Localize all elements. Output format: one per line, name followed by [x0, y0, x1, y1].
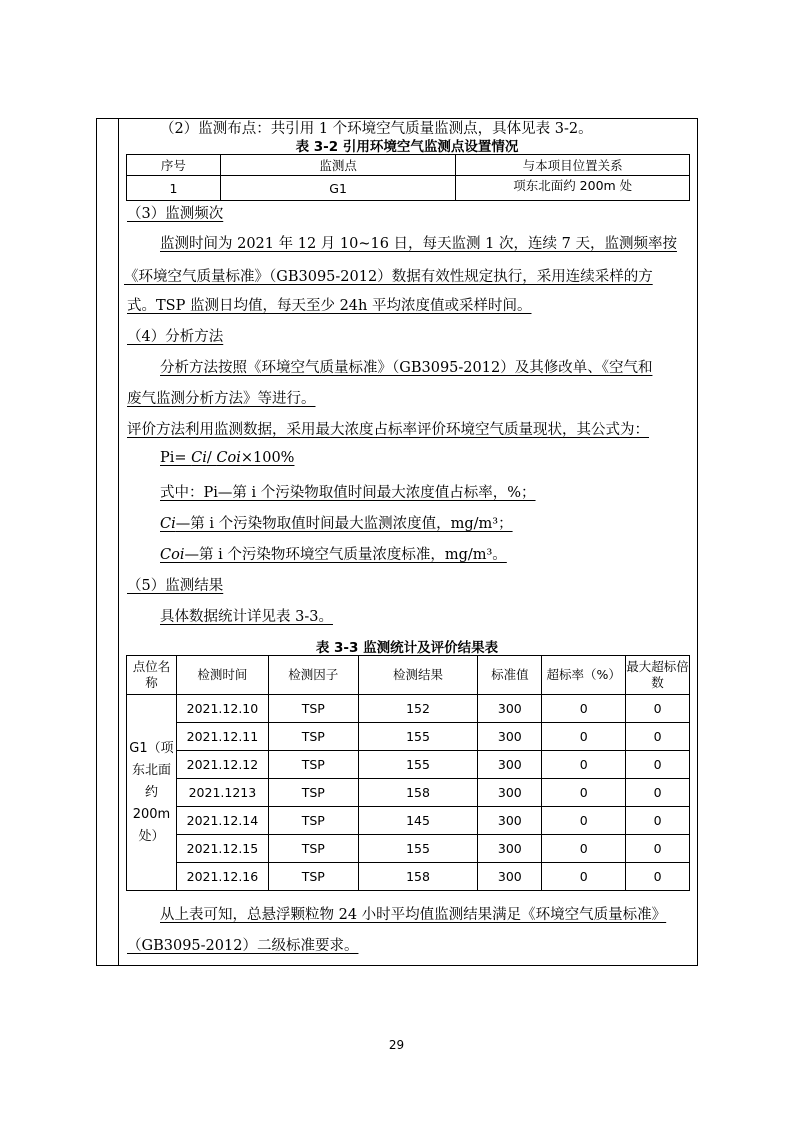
table-33-header: 检测因子	[268, 656, 358, 695]
table-cell: 155	[358, 751, 478, 779]
table-row	[127, 779, 690, 807]
section-3-title: （3）监测频次	[127, 206, 224, 222]
table-row	[127, 835, 690, 863]
table-cell: 300	[478, 779, 542, 807]
table-cell: 300	[478, 863, 542, 891]
table-cell: 0	[626, 723, 690, 751]
formula-slash: /	[206, 450, 217, 466]
table-cell: 0	[626, 779, 690, 807]
definition-ci-text: —第 i 个污染物取值时间最大监测浓度值，mg/m³；	[175, 516, 513, 532]
table-32-cell: 1	[127, 176, 221, 201]
table-row	[127, 695, 690, 723]
table-33-caption: 表 3-3 监测统计及评价结果表	[315, 640, 499, 656]
section-3-para-1: 监测时间为 2021 年 12 月 10~16 日，每天监测 1 次，连续 7 天，监测频率按	[160, 236, 677, 252]
table-cell: TSP	[268, 807, 358, 835]
definition-ci-var: Ci	[160, 516, 176, 532]
table-cell: TSP	[268, 751, 358, 779]
table-33-header-row	[127, 656, 690, 695]
table-cell: 0	[542, 751, 626, 779]
section-5-title: （5）监测结果	[127, 578, 224, 594]
definition-coi-text: —第 i 个污染物环境空气质量浓度标准，mg/m³。	[184, 547, 507, 563]
table-32-header: 与本项目位置关系	[456, 155, 690, 176]
table-cell: 2021.12.10	[176, 695, 268, 723]
table-cell: 2021.1213	[176, 779, 268, 807]
table-33-header: 超标率（%）	[542, 656, 626, 695]
table-cell: 300	[478, 807, 542, 835]
table-32-header-row	[127, 155, 690, 176]
table-cell: 155	[358, 835, 478, 863]
formula-prefix: Pi=	[160, 450, 192, 466]
section-4-para-2: 废气监测分析方法》等进行。	[127, 391, 316, 407]
section-4-title: （4）分析方法	[127, 329, 224, 345]
table-cell: 145	[358, 807, 478, 835]
table-cell: 0	[542, 695, 626, 723]
table-cell: TSP	[268, 835, 358, 863]
table-cell: 0	[626, 863, 690, 891]
table-cell: 300	[478, 751, 542, 779]
conclusion-line-2: （GB3095-2012）二级标准要求。	[127, 938, 359, 954]
table-33-location: G1（项东北面约 200m 处）	[127, 695, 177, 891]
conclusion-line-1: 从上表可知，总悬浮颗粒物 24 小时平均值监测结果满足《环境空气质量标准》	[160, 907, 667, 923]
table-cell: 158	[358, 779, 478, 807]
formula-suffix: ×100%	[240, 450, 295, 466]
table-cell: 0	[542, 723, 626, 751]
table-cell: TSP	[268, 863, 358, 891]
table-33-header: 检测时间	[176, 656, 268, 695]
intro-points: （2）监测布点：共引用 1 个环境空气质量监测点，具体见表 3-2。	[160, 121, 593, 137]
table-row	[127, 751, 690, 779]
formula-coi: Coi	[216, 450, 241, 466]
table-cell: 0	[542, 863, 626, 891]
definition-coi	[160, 543, 507, 564]
table-row	[127, 807, 690, 835]
definition-ci	[160, 512, 513, 533]
section-4-para-1: 分析方法按照《环境空气质量标准》（GB3095-2012）及其修改单、《空气和	[160, 360, 653, 376]
formula	[160, 450, 294, 466]
table-cell: 0	[542, 779, 626, 807]
table-cell: 2021.12.15	[176, 835, 268, 863]
table-32-caption: 表 3-2 引用环境空气监测点设置情况	[295, 139, 519, 155]
definition-coi-var: Coi	[160, 547, 185, 563]
table-33-header: 点位名称	[127, 656, 177, 695]
table-cell: 300	[478, 723, 542, 751]
table-32-row	[127, 176, 690, 201]
table-cell: TSP	[268, 723, 358, 751]
table-cell: 300	[478, 835, 542, 863]
table-cell: 300	[478, 695, 542, 723]
frame-divider	[118, 119, 119, 965]
table-33	[126, 655, 690, 891]
table-33-header: 标准值	[478, 656, 542, 695]
section-3-para-3: 式。TSP 监测日均值，每天至少 24h 平均浓度值或采样时间。	[127, 298, 532, 314]
table-cell: 2021.12.16	[176, 863, 268, 891]
table-33-header: 最大超标倍数	[626, 656, 690, 695]
page-number: 29	[388, 1038, 405, 1052]
table-row	[127, 863, 690, 891]
table-cell: 0	[626, 807, 690, 835]
table-cell: 152	[358, 695, 478, 723]
table-cell: 2021.12.14	[176, 807, 268, 835]
table-cell: 0	[542, 835, 626, 863]
table-row	[127, 723, 690, 751]
section-4-para-3: 评价方法利用监测数据，采用最大浓度占标率评价环境空气质量现状，其公式为：	[127, 422, 649, 438]
table-cell: 158	[358, 863, 478, 891]
section-5-para-1: 具体数据统计详见表 3-3。	[160, 609, 333, 625]
section-3-para-2: 《环境空气质量标准》（GB3095-2012）数据有效性规定执行，采用连续采样的方	[124, 269, 653, 285]
table-cell: 2021.12.11	[176, 723, 268, 751]
table-cell: 155	[358, 723, 478, 751]
table-32-header: 序号	[127, 155, 221, 176]
table-32	[126, 154, 690, 201]
table-cell: 0	[626, 835, 690, 863]
table-33-header: 检测结果	[358, 656, 478, 695]
table-cell: 0	[542, 807, 626, 835]
definition-pi: 式中：Pi—第 i 个污染物取值时间最大浓度值占标率，%；	[160, 485, 536, 501]
table-cell: 2021.12.12	[176, 751, 268, 779]
table-32-cell: G1	[220, 176, 456, 201]
formula-ci: Ci	[191, 450, 207, 466]
table-cell: TSP	[268, 779, 358, 807]
table-32-header: 监测点	[220, 155, 456, 176]
table-cell: TSP	[268, 695, 358, 723]
table-cell: 0	[626, 751, 690, 779]
table-32-cell: 项东北面约 200m 处	[456, 176, 690, 201]
table-cell: 0	[626, 695, 690, 723]
